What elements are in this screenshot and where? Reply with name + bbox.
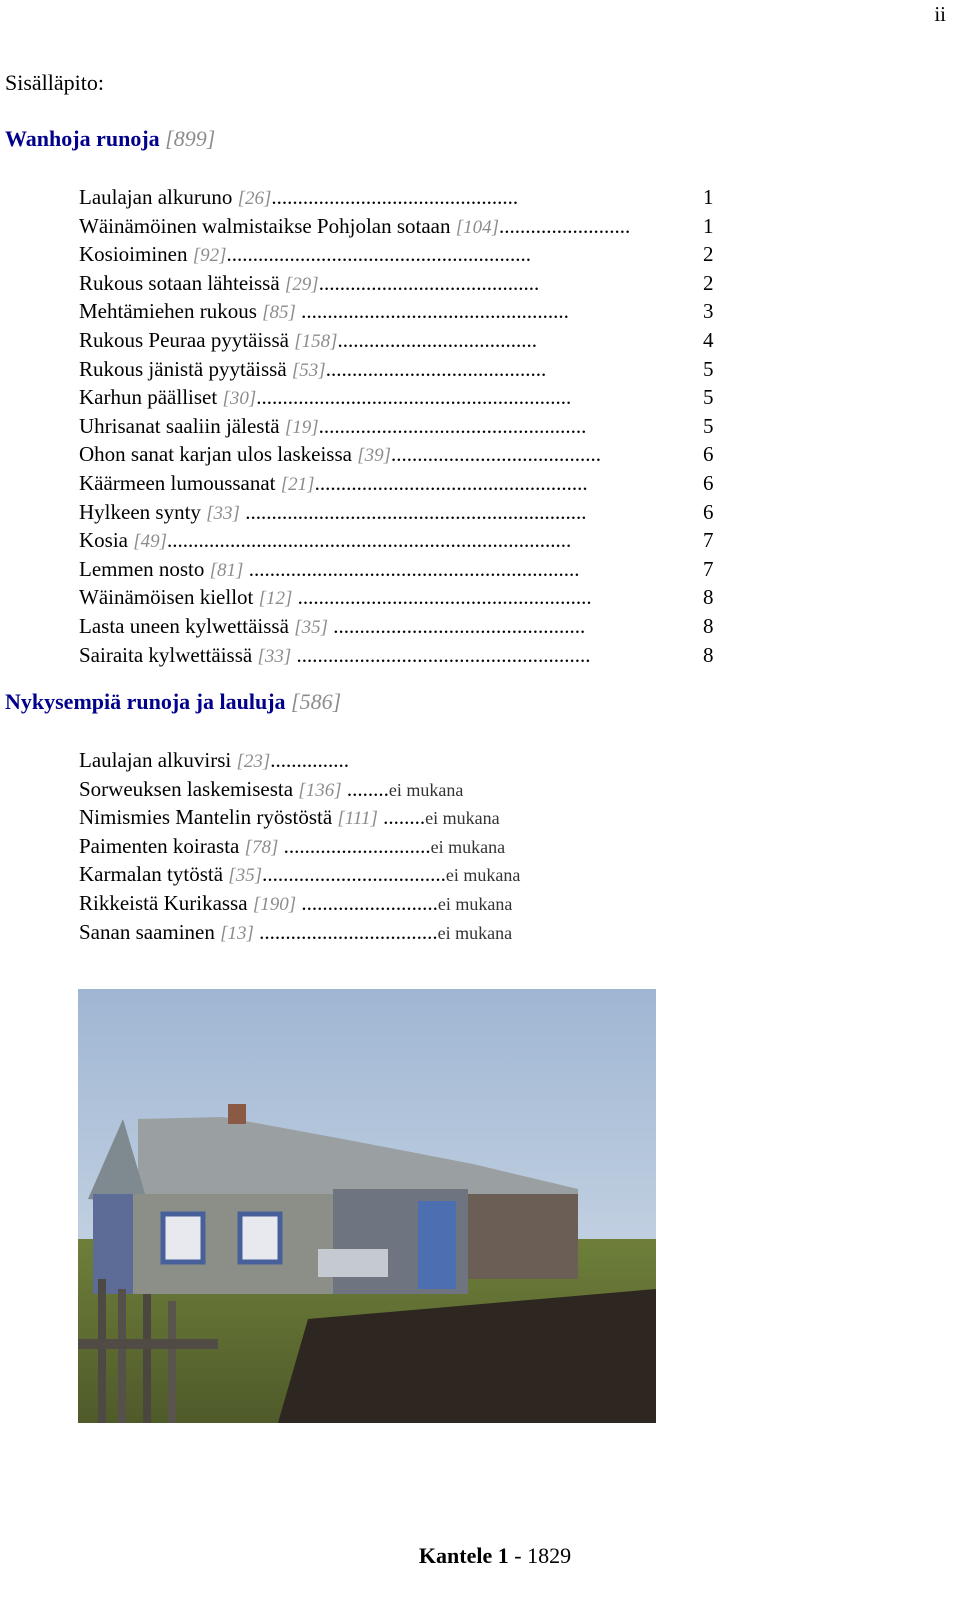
toc-entry-leader: ............................................... xyxy=(271,185,519,209)
toc-entry-page: 8 xyxy=(699,612,714,641)
toc-entry-page: 7 xyxy=(699,526,714,555)
toc-entry-leader: ................................................... xyxy=(318,413,587,438)
house-photo-image xyxy=(78,989,656,1423)
toc-entry xyxy=(79,832,729,861)
toc-entry-count: [33] xyxy=(257,645,292,667)
house-photo xyxy=(78,989,656,1423)
section-heading-old-poems xyxy=(5,126,215,152)
toc-newer-poems xyxy=(79,746,729,946)
toc-entry-leader: ................................... xyxy=(262,862,446,887)
toc-entry-title: Laulajan alkuvirsi xyxy=(79,748,232,772)
toc-entry-title: Sorweuksen laskemisesta xyxy=(79,776,294,801)
toc-entry xyxy=(79,212,729,241)
toc-entry-count: [85] xyxy=(262,302,296,324)
toc-entry-leader: ............................ xyxy=(278,833,431,858)
toc-entry-count: [39] xyxy=(357,445,391,467)
toc-entry-title: Sairaita kylwettäissä xyxy=(79,642,253,667)
toc-entry-leader: ...................................... xyxy=(337,327,538,352)
toc-entry-count: [23] xyxy=(236,751,271,772)
toc-entry-title: Rikkeistä Kurikassa xyxy=(79,890,248,915)
toc-entry-page: 6 xyxy=(699,498,714,527)
toc-entry-title: Paimenten koirasta xyxy=(79,833,240,858)
toc-entry-leader: ........................................ xyxy=(391,442,601,467)
toc-entry-leader: ......................... xyxy=(499,213,631,238)
toc-entry-count: [49] xyxy=(133,531,168,553)
toc-entry xyxy=(79,860,729,889)
footer-separator: - xyxy=(508,1543,528,1568)
toc-entry-page: 2 xyxy=(699,269,714,298)
toc-entry-status: ei mukana xyxy=(437,893,513,914)
toc-entry-title: Wäinämöinen walmistaikse Pohjolan sotaan xyxy=(79,213,451,238)
toc-entry-leader: .......................................... xyxy=(318,270,540,295)
toc-entry-page: 8 xyxy=(699,583,714,612)
toc-entry-title: Lasta uneen kylwettäissä xyxy=(79,613,289,638)
toc-entry-count: [33] xyxy=(206,502,240,524)
toc-entry-title: Kosioiminen xyxy=(79,242,188,267)
toc-entry-leader: ............... xyxy=(270,748,349,772)
toc-entry-count: [104] xyxy=(455,216,500,238)
toc-entry-count: [13] xyxy=(220,922,254,944)
toc-entry xyxy=(79,889,729,918)
toc-entry-status: ei mukana xyxy=(388,779,464,800)
toc-entry xyxy=(79,803,729,832)
toc-entry xyxy=(79,469,729,498)
toc-entry-title: Karmalan tytöstä xyxy=(79,862,224,887)
toc-entry-title: Mehtämiehen rukous xyxy=(79,299,257,324)
toc-entry-leader: .................................................... xyxy=(314,470,588,495)
toc-entry-leader: .......................................................... xyxy=(226,242,532,267)
toc-entry-count: [35] xyxy=(294,616,328,638)
toc-entry-title: Karhun päälliset xyxy=(79,385,218,410)
toc-entry-leader: ........................................................ xyxy=(291,642,591,667)
toc-entry-count: [81] xyxy=(209,559,244,581)
toc-entry-leader: ........................................................ xyxy=(292,585,592,610)
footer-year: 1829 xyxy=(527,1543,572,1568)
toc-entry-status: ei mukana xyxy=(425,808,500,829)
toc-entry xyxy=(79,775,729,804)
toc-entry-title: Laulajan alkuruno xyxy=(79,185,233,209)
toc-entry-page: 1 xyxy=(699,183,714,212)
toc-entry xyxy=(79,355,729,384)
toc-entry-count: [78] xyxy=(244,836,279,858)
toc-entry-count: [35] xyxy=(228,865,263,887)
toc-entry xyxy=(79,583,729,612)
toc-entry-leader: .................................. xyxy=(253,919,438,944)
toc-entry-count: [29] xyxy=(284,273,319,295)
toc-entry-leader: ............................................................................. xyxy=(167,528,572,553)
toc-entry xyxy=(79,269,729,298)
toc-entry-leader: ........ xyxy=(341,776,389,801)
toc-entry-page: 6 xyxy=(699,440,714,469)
toc-entry xyxy=(79,297,729,326)
toc-entry xyxy=(79,612,729,641)
page-number: ii xyxy=(934,2,946,26)
section-count: [586] xyxy=(291,689,342,714)
toc-entry xyxy=(79,183,729,212)
toc-entry-title: Rukous sotaan lähteissä xyxy=(79,270,280,295)
toc-entry-leader: ............................................................... xyxy=(243,556,580,581)
toc-entry-page: 5 xyxy=(699,412,714,441)
toc-entry xyxy=(79,326,729,355)
toc-entry-title: Rukous Peuraa pyytäissä xyxy=(79,327,289,352)
toc-entry-title: Käärmeen lumoussanat xyxy=(79,470,276,495)
toc-entry xyxy=(79,918,729,947)
toc-entry-title: Wäinämöisen kiellot xyxy=(79,585,254,610)
section-count: [899] xyxy=(165,126,216,151)
toc-entry xyxy=(79,412,729,441)
toc-entry-leader: ................................................................. xyxy=(239,499,587,524)
toc-entry-count: [190] xyxy=(252,893,297,915)
toc-entry-page: 5 xyxy=(699,355,714,384)
toc-entry-leader: ........ xyxy=(377,805,426,830)
toc-entry-count: [111] xyxy=(337,808,378,830)
toc-entry xyxy=(79,498,729,527)
toc-entry-page: 4 xyxy=(699,326,714,355)
toc-entry-count: [92] xyxy=(192,245,227,267)
toc-entry-count: [21] xyxy=(280,473,315,495)
toc-entry xyxy=(79,641,729,670)
toc-entry-leader: ............................................................ xyxy=(256,385,572,410)
toc-entry-leader: ................................................ xyxy=(327,613,586,638)
toc-entry-page: 3 xyxy=(699,297,714,326)
toc-entry-title: Kosia xyxy=(79,528,128,553)
toc-old-poems xyxy=(79,183,729,669)
toc-entry-page: 2 xyxy=(699,240,714,269)
toc-entry-title: Hylkeen synty xyxy=(79,499,201,524)
toc-entry xyxy=(79,240,729,269)
toc-entry xyxy=(79,555,729,584)
toc-entry-page: 1 xyxy=(699,212,714,241)
toc-entry-title: Lemmen nosto xyxy=(79,556,205,581)
toc-entry-title: Nimismies Mantelin ryöstöstä xyxy=(79,805,333,830)
section-title: Wanhoja runoja xyxy=(5,126,160,151)
toc-entry-count: [136] xyxy=(298,779,342,801)
contents-label: Sisälläpito: xyxy=(5,70,104,95)
toc-entry xyxy=(79,383,729,412)
toc-entry-count: [26] xyxy=(237,188,272,209)
section-title: Nykysempiä runoja ja lauluja xyxy=(5,689,286,714)
section-heading-newer-poems xyxy=(5,689,341,715)
toc-entry-leader: .......................... xyxy=(296,890,438,915)
toc-entry-count: [30] xyxy=(222,388,257,410)
toc-entry-count: [158] xyxy=(294,330,338,352)
toc-entry-title: Rukous jänistä pyytäissä xyxy=(79,356,287,381)
toc-entry-page: 5 xyxy=(699,383,714,412)
toc-entry-title: Sanan saaminen xyxy=(79,919,215,944)
toc-entry xyxy=(79,746,729,775)
toc-entry xyxy=(79,440,729,469)
toc-entry-count: [19] xyxy=(284,416,319,438)
toc-entry-title: Uhrisanat saaliin jälestä xyxy=(79,413,280,438)
toc-entry-leader: .......................................... xyxy=(325,356,547,381)
toc-entry-status: ei mukana xyxy=(430,836,506,857)
toc-entry-title: Ohon sanat karjan ulos laskeissa xyxy=(79,442,352,467)
toc-entry-count: [53] xyxy=(291,359,326,381)
toc-entry-count: [12] xyxy=(258,588,293,610)
footer xyxy=(0,1543,960,1569)
toc-entry-page: 8 xyxy=(699,641,714,670)
toc-entry-status: ei mukana xyxy=(437,922,513,943)
toc-entry-status: ei mukana xyxy=(445,865,521,886)
toc-entry-leader: ................................................... xyxy=(295,299,569,324)
toc-entry-page: 6 xyxy=(699,469,714,498)
toc-entry xyxy=(79,526,729,555)
footer-series: Kantele 1 xyxy=(418,1543,509,1568)
toc-entry-page: 7 xyxy=(699,555,714,584)
